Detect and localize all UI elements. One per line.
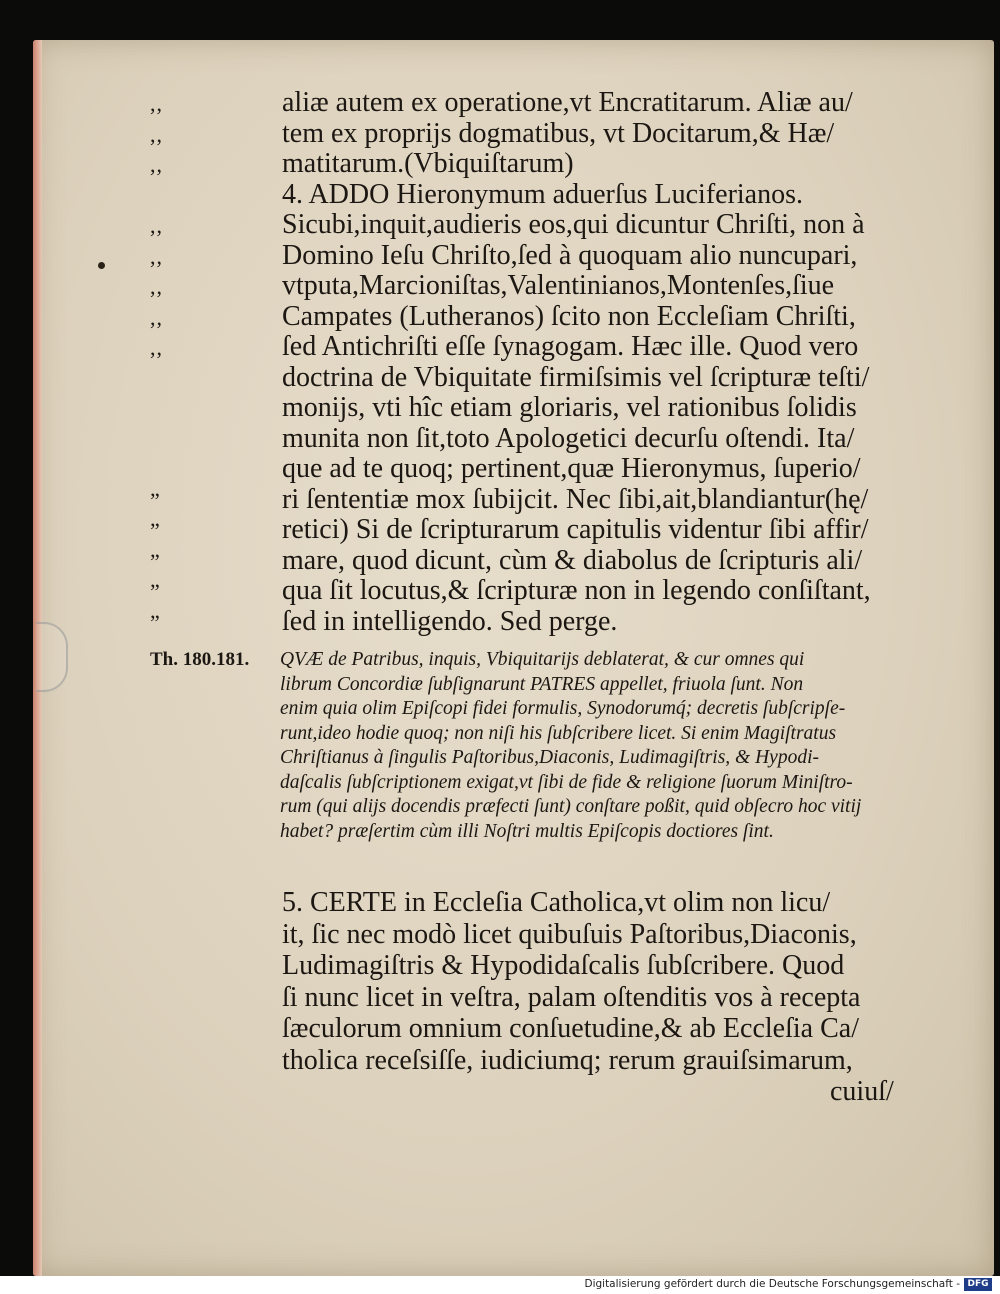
line-text: retici) Si de ſcripturarum capitulis videntur ſibi affir/ [282, 514, 869, 545]
closing-line [150, 920, 857, 950]
page-clip [36, 622, 68, 692]
line-text: cuiuſ/ [830, 1076, 894, 1107]
text-line [150, 241, 857, 272]
footer-bar [0, 1276, 1000, 1294]
line-text: munita non ſit,toto Apologetici decurſu oſtendi. Ita/ [282, 422, 855, 454]
text-line [150, 576, 871, 607]
line-text: tholica receſsiſſe, iudiciumq; rerum grauiſsimarum, [282, 1044, 853, 1076]
text-line [150, 393, 857, 423]
quote-line [150, 648, 804, 672]
dfg-logo: DFG [964, 1278, 992, 1291]
line-text: matitarum.(Vbiquiſtarum) [282, 148, 574, 179]
closing-line [150, 1014, 859, 1044]
quote-line [150, 746, 819, 770]
line-text: ſi nunc licet in veſtra, palam oſtenditis vos à recepta [282, 981, 861, 1013]
quote-text: habet? præſertim cùm illi Noſtri multis Epiſcopis doctiores ſint. [280, 820, 774, 842]
quote-mark: ” [150, 548, 161, 574]
line-text: Sicubi,inquit,audieris eos,qui dicuntur Chriſti, non à [282, 209, 865, 240]
text-line [150, 302, 856, 333]
text-line [150, 485, 868, 516]
quote-mark: ,, [150, 243, 163, 269]
quote-mark: ,, [150, 152, 163, 177]
quote-mark: ” [150, 609, 161, 635]
text-line [150, 546, 862, 577]
text-line [150, 332, 858, 363]
line-text: mare, quod dicunt, cùm & diabolus de ſcripturis ali/ [282, 544, 863, 576]
closing-line [150, 888, 830, 918]
line-text: aliæ autem ex operatione,vt Encratitarum. Aliæ au/ [282, 87, 853, 118]
quote-mark: ,, [150, 304, 163, 330]
quote-mark: ” [150, 579, 161, 604]
quote-line [150, 697, 845, 721]
quote-text: librum Concordiæ ſubſignarunt PATRES appellet, friuola ſunt. Non [280, 673, 804, 695]
margin-reference: Th. 180.181. [150, 649, 250, 670]
text-line [150, 119, 834, 150]
quote-text: enim quia olim Epiſcopi fidei formulis, Synodorumq́; decretis ſubſcripſe- [280, 698, 846, 719]
quote-mark: ,, [150, 335, 163, 360]
text-line [150, 271, 834, 302]
line-text: monijs, vti hîc etiam gloriaris, vel rationibus ſolidis [282, 392, 857, 423]
line-text: ſæculorum omnium conſuetudine,& ab Eccleſia Ca/ [282, 1013, 859, 1044]
quote-mark: ,, [150, 274, 163, 299]
line-text: doctrina de Vbiquitate firmiſsimis vel ſcripturæ teſti/ [282, 361, 870, 393]
line-text: vtputa,Marcioniſtas,Valentinianos,Montenſes,ſiue [282, 270, 835, 301]
quote-mark: ” [150, 518, 161, 543]
text-line [150, 180, 803, 210]
line-text: ſed Antichriſti eſſe ſynagogam. Hæc ille. Quod vero [282, 331, 859, 362]
line-text: 5. CERTE in Eccleſia Catholica,vt olim non licu/ [282, 887, 831, 918]
line-text: Ludimagiſtris & Hypodidaſcalis ſubſcribere. Quod [282, 950, 845, 981]
quote-line [150, 795, 861, 819]
quote-text: runt,ideo hodie quoq; non niſi his ſubſcribere licet. Si enim Magiſtratus [280, 722, 837, 744]
quote-line [150, 673, 803, 697]
closing-line [150, 983, 860, 1013]
line-text: que ad te quoq; pertinent,quæ Hieronymus, ſuperio/ [282, 453, 861, 484]
quote-line [150, 722, 836, 746]
binding-hole [98, 262, 105, 269]
line-text: it, ſic nec modò licet quibuſuis Paſtoribus,Diaconis, [282, 918, 857, 950]
line-text: Campates (Lutheranos) ſcito non Eccleſiam Chriſti, [282, 300, 856, 332]
quote-mark: ,, [150, 213, 163, 238]
text-line [150, 607, 617, 638]
text-line [150, 515, 869, 546]
line-text: Domino Ieſu Chriſto,ſed à quoquam alio nuncupari, [282, 239, 858, 271]
text-line [150, 424, 854, 454]
quote-mark: ” [150, 487, 161, 513]
quote-mark: ,, [150, 121, 163, 147]
line-text: 4. ADDO Hieronymum aduerſus Luciferianos. [282, 178, 803, 210]
quote-text: daſcalis ſubſcriptionem exigat,vt ſibi de fide & religione ſuorum Miniſtro- [280, 771, 853, 793]
line-text: tem ex proprijs dogmatibus, vt Docitarum,& Hæ/ [282, 117, 835, 149]
text-line [150, 454, 861, 484]
line-text: ſed in intelligendo. Sed perge. [282, 605, 618, 637]
quote-text: QVÆ de Patribus, inquis, Vbiquitarijs deblaterat, & cur omnes qui [280, 649, 805, 670]
text-line [150, 363, 869, 393]
text-line [150, 149, 574, 180]
text-line [150, 210, 865, 241]
closing-line [150, 1077, 894, 1107]
quote-line [150, 771, 853, 795]
quote-mark: ,, [150, 91, 163, 116]
text-line [150, 88, 853, 119]
closing-line [150, 1046, 853, 1076]
quote-line [150, 820, 774, 844]
line-text: qua ſit locutus,& ſcripturæ non in legendo conſiſtant, [282, 575, 871, 606]
closing-line [150, 951, 844, 981]
quote-text: Chriſtianus à ſingulis Paſtoribus,Diaconis, Ludimagiſtris, & Hypodi- [280, 747, 820, 768]
line-text: ri ſententiæ mox ſubijcit. Nec ſibi,ait,blandiantur(hę/ [282, 483, 869, 515]
footer-credit: Digitalisierung gefördert durch die Deutsche Forschungsgemeinschaft - [584, 1278, 960, 1290]
quote-text: rum (qui alijs docendis præfecti ſunt) conſtare poßit, quid obſecro hoc vitij [280, 796, 862, 817]
